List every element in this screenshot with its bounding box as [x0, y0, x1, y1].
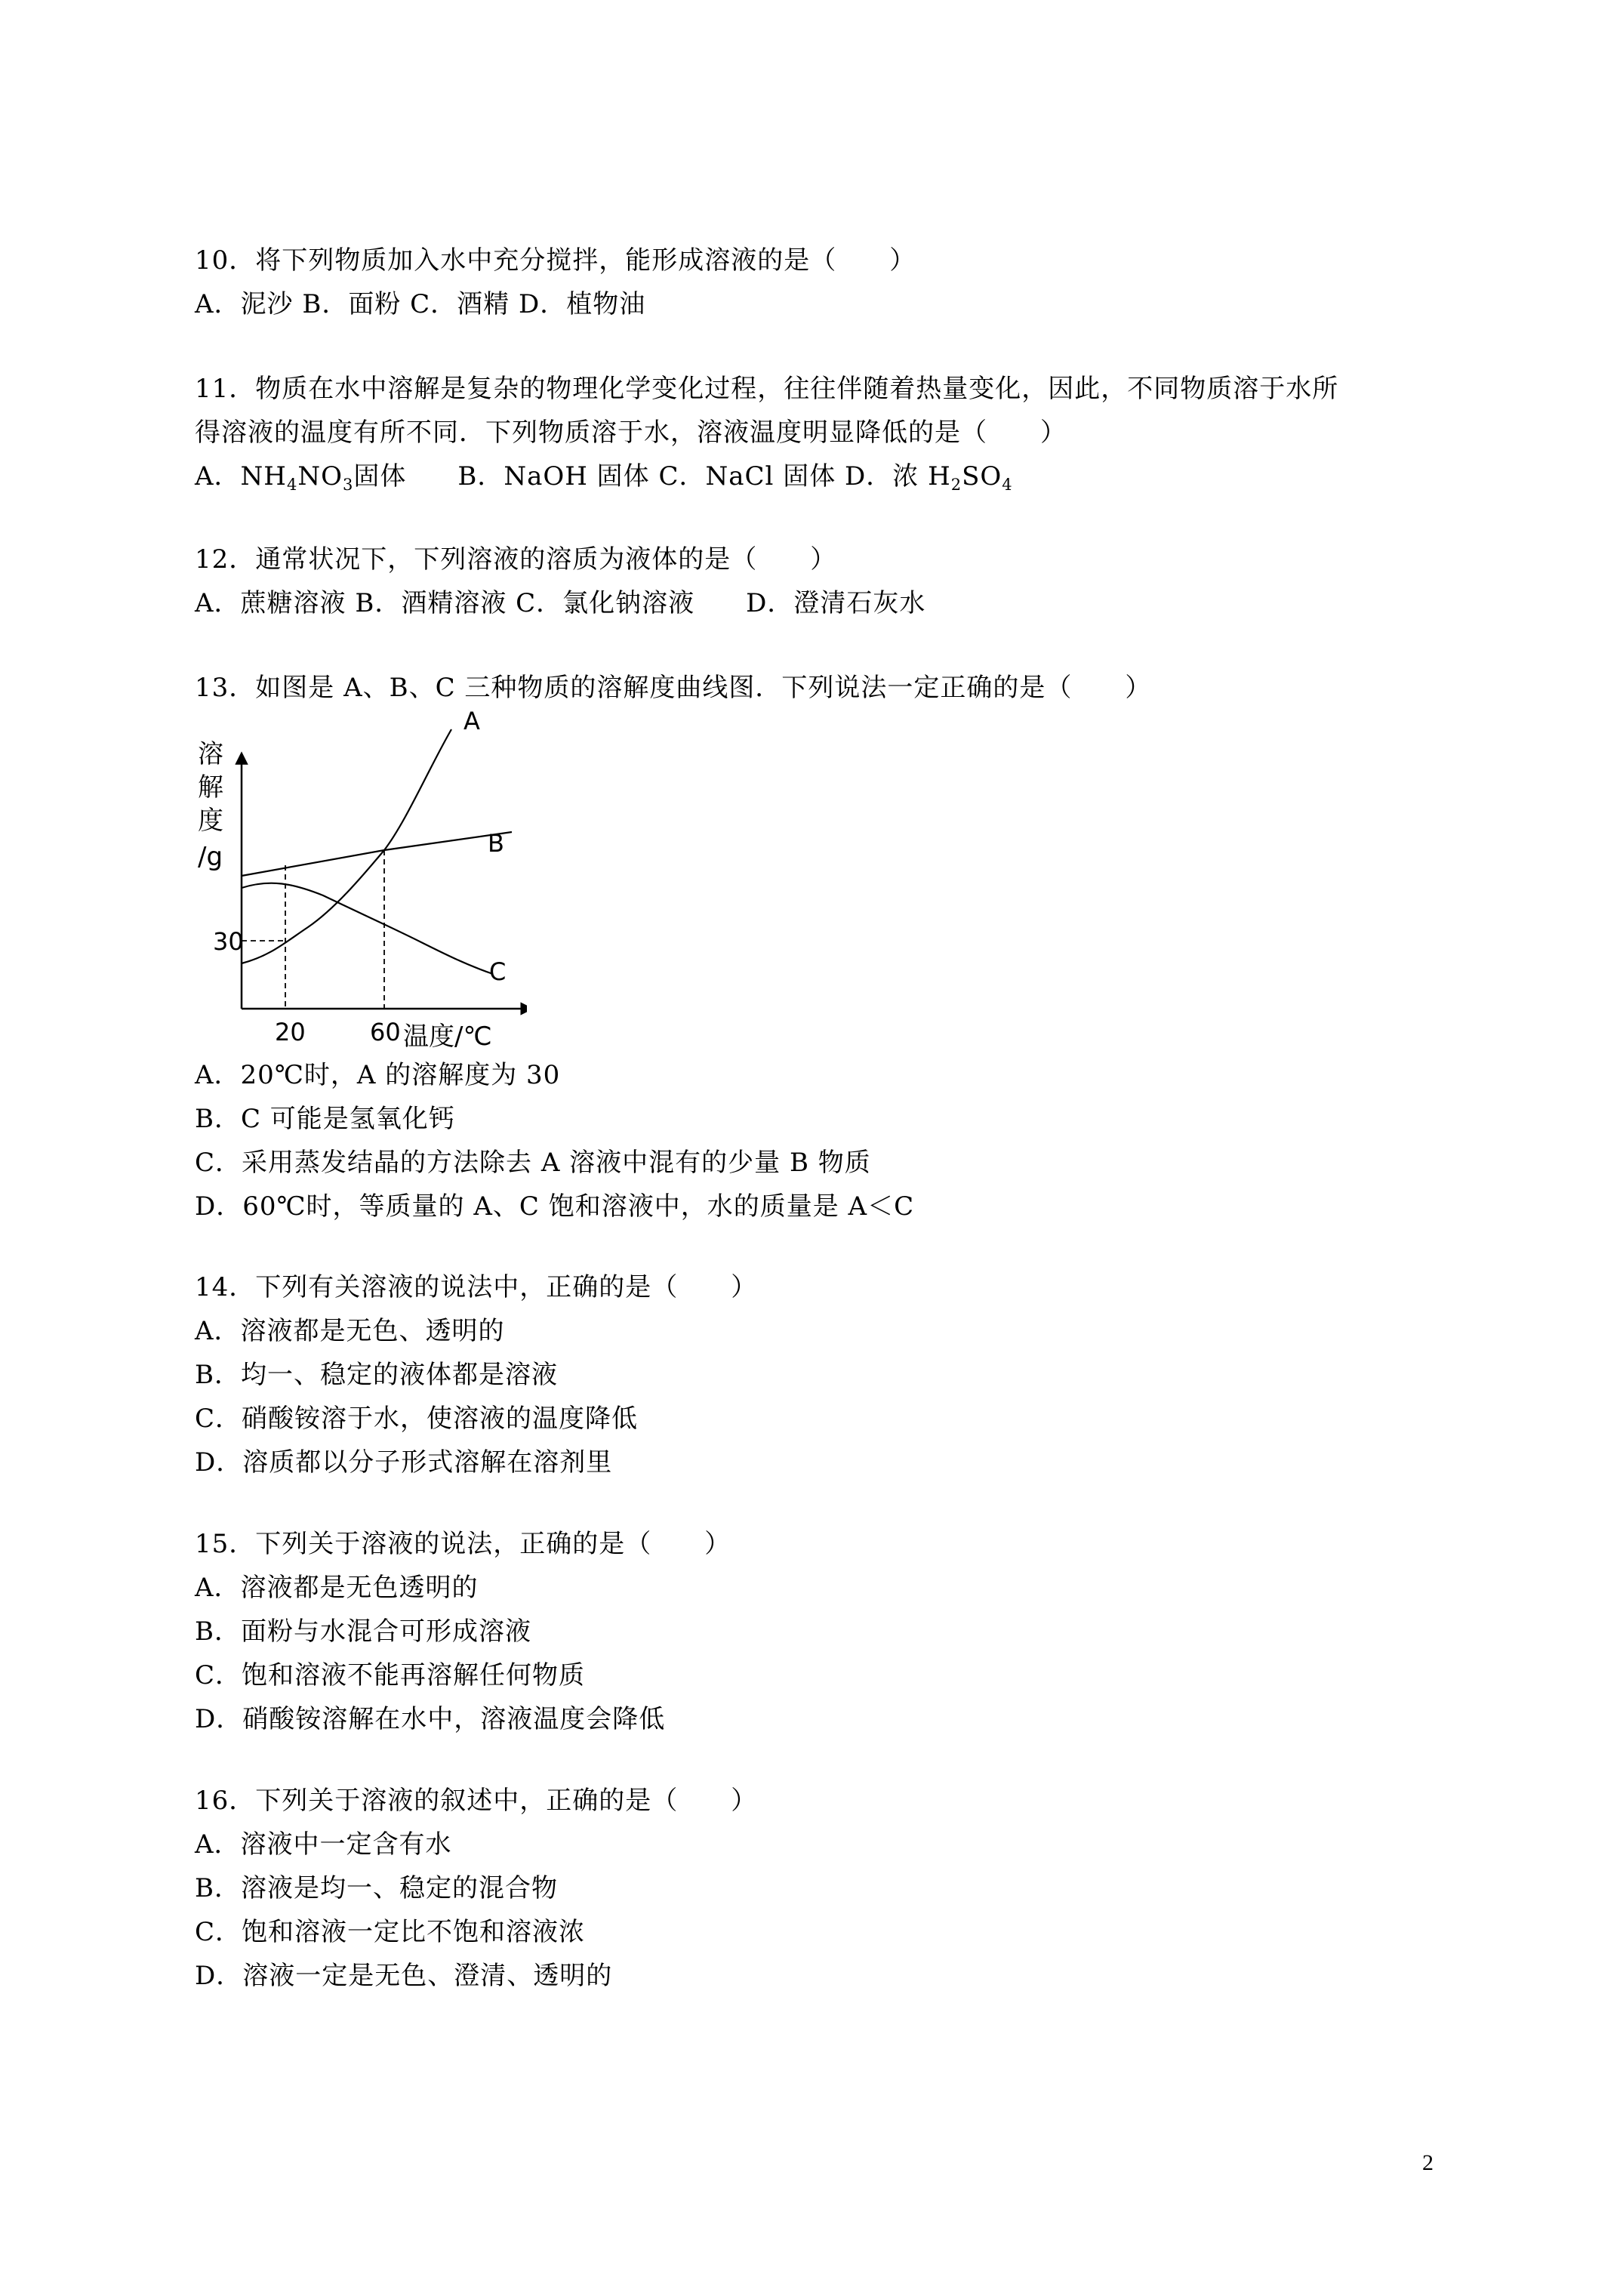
question-12-option-d: D．澄清石灰水 — [746, 588, 926, 618]
curve-b — [242, 832, 512, 876]
question-16-option-c: C．饱和溶液一定比不饱和溶液浓 — [195, 1917, 586, 1947]
question-14 — [195, 1265, 1448, 1484]
question-14-option-a: A．溶液都是无色、透明的 — [195, 1316, 505, 1346]
question-15-option-b: B．面粉与水混合可形成溶液 — [195, 1616, 531, 1647]
question-10-stem: 10．将下列物质加入水中充分搅拌，能形成溶液的是（ ） — [195, 245, 916, 276]
y-tick-30: 30 — [213, 927, 244, 956]
option-a-subscript-1: 4 — [286, 476, 298, 494]
question-12 — [195, 538, 1448, 625]
question-13 — [195, 666, 1448, 710]
question-14-option-b: B．均一、稳定的液体都是溶液 — [195, 1360, 558, 1390]
question-14-option-c: C．硝酸铵溶于水，使溶液的温度降低 — [195, 1404, 639, 1434]
x-axis-label: 温度/℃ — [403, 1022, 492, 1052]
question-16-option-a: A．溶液中一定含有水 — [195, 1829, 452, 1860]
question-15-option-c: C．饱和溶液不能再溶解任何物质 — [195, 1660, 586, 1690]
x-tick-60: 60 — [370, 1018, 401, 1046]
solubility-curve-figure — [195, 708, 527, 1057]
curve-label-b: B — [488, 829, 504, 858]
question-14-option-d: D．溶质都以分子形式溶解在溶剂里 — [195, 1447, 613, 1478]
page-number: 2 — [1422, 2150, 1434, 2175]
x-tick-20: 20 — [275, 1018, 306, 1046]
curve-label-a: A — [463, 708, 480, 735]
question-15-option-d: D．硝酸铵溶解在水中，溶液温度会降低 — [195, 1704, 666, 1734]
question-13-option-d: D．60℃时，等质量的 A、C 饱和溶液中，水的质量是 A＜C — [195, 1191, 915, 1222]
question-16 — [195, 1779, 1448, 1998]
y-label-char-3: 度 — [198, 806, 223, 836]
option-a-suffix: 固体 — [353, 461, 407, 492]
question-13-stem: 13．如图是 A、B、C 三种物质的溶解度曲线图．下列说法一定正确的是（ ） — [195, 673, 1152, 703]
question-15-stem: 15．下列关于溶液的说法，正确的是（ ） — [195, 1529, 731, 1559]
question-11 — [195, 367, 1448, 498]
option-d-subscript-2: 4 — [1002, 476, 1013, 494]
question-11-options — [195, 455, 1448, 498]
question-16-stem: 16．下列关于溶液的叙述中，正确的是（ ） — [195, 1786, 758, 1816]
curve-label-c: C — [489, 957, 507, 986]
option-d-subscript-1: 2 — [950, 476, 962, 494]
y-label-char-4: /g — [198, 842, 223, 872]
curve-a — [242, 729, 451, 963]
question-10-options: A．泥沙 B．面粉 C．酒精 D．植物油 — [195, 289, 646, 319]
question-13-options — [195, 1053, 1448, 1228]
question-10 — [195, 239, 1448, 326]
question-13-option-c: C．采用蒸发结晶的方法除去 A 溶液中混有的少量 B 物质 — [195, 1148, 871, 1178]
question-11-stem-line-1: 11．物质在水中溶解是复杂的物理化学变化过程，往往伴随着热量变化，因此，不同物质溶于水所 — [195, 374, 1339, 404]
curve-c — [242, 883, 493, 974]
question-15 — [195, 1522, 1448, 1741]
question-13-option-a: A．20℃时，A 的溶解度为 30 — [195, 1060, 561, 1090]
question-15-option-a: A．溶液都是无色透明的 — [195, 1573, 479, 1603]
question-11-stem-line-2: 得溶液的温度有所不同．下列物质溶于水，溶液温度明显降低的是（ ） — [195, 418, 1067, 448]
y-label-char-1: 溶 — [198, 739, 223, 769]
option-b-c-d: B．NaOH 固体 C．NaCl 固体 D．浓 H — [457, 461, 951, 492]
question-12-stem: 12．通常状况下，下列溶液的溶质为液体的是（ ） — [195, 544, 837, 575]
option-a-subscript-2: 3 — [342, 476, 354, 494]
option-a-prefix: A．NH — [195, 461, 287, 492]
solubility-curve-svg — [195, 708, 527, 1057]
option-d-mid: SO — [962, 461, 1002, 492]
question-12-options-abc: A．蔗糖溶液 B．酒精溶液 C．氯化钠溶液 — [195, 588, 695, 618]
question-12-options — [195, 581, 1448, 625]
question-16-option-d: D．溶液一定是无色、澄清、透明的 — [195, 1961, 613, 1991]
question-13-option-b: B．C 可能是氢氧化钙 — [195, 1104, 455, 1134]
option-a-mid: NO — [297, 461, 343, 492]
question-14-stem: 14．下列有关溶液的说法中，正确的是（ ） — [195, 1272, 758, 1302]
y-label-char-2: 解 — [198, 772, 223, 803]
question-16-option-b: B．溶液是均一、稳定的混合物 — [195, 1873, 558, 1903]
